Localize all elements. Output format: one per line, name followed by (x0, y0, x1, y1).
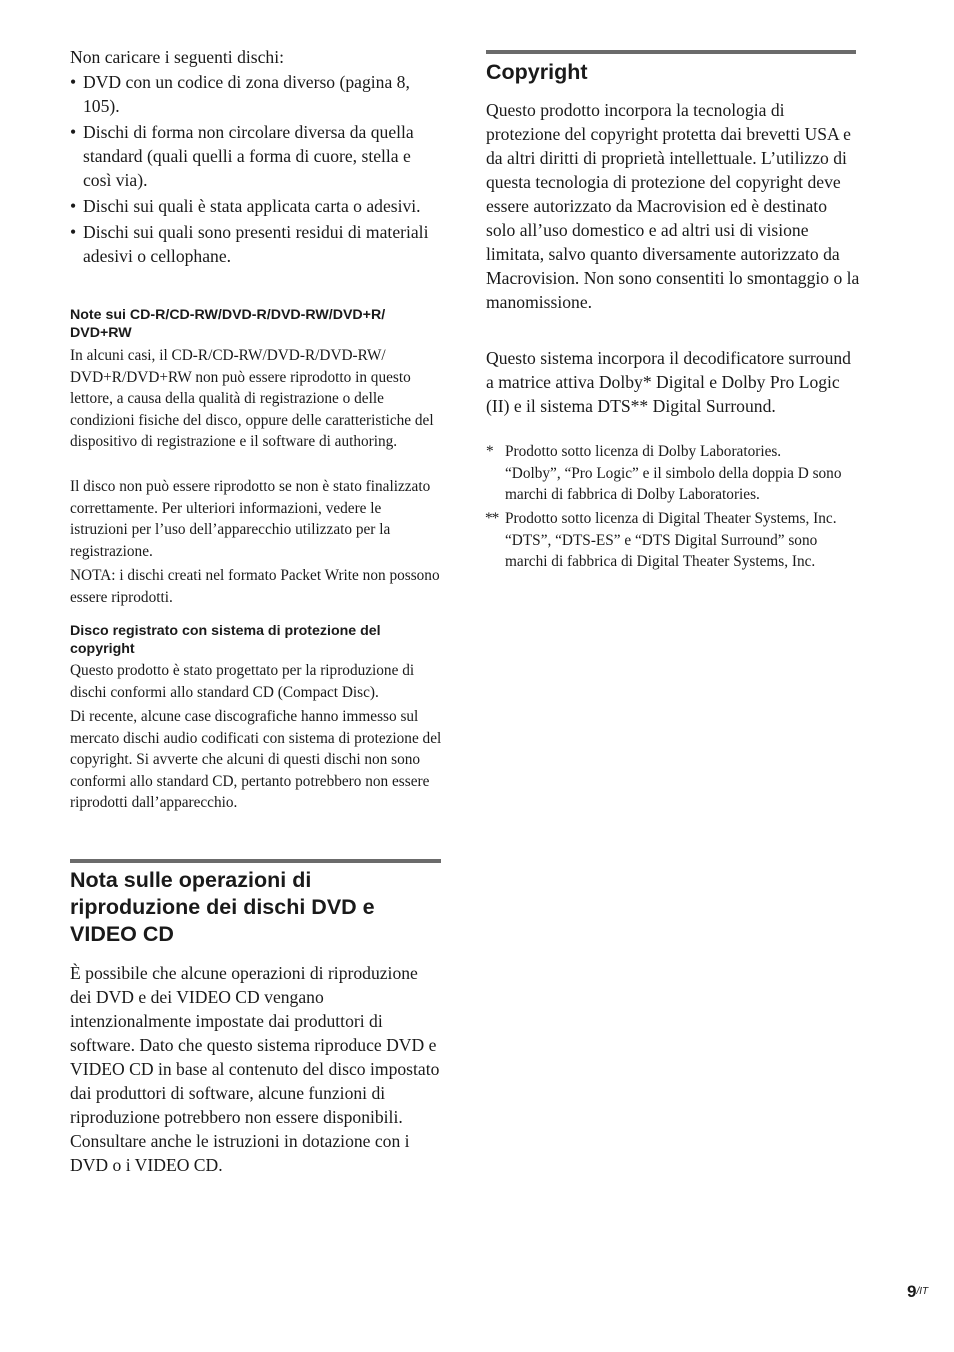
double-asterisk-mark: ** (485, 510, 499, 528)
surround-paragraph: Questo sistema incorpora il decodificatore surround a matrice attiva Dolby* Digital e Dolby Pro Logic (II) e il sistema DTS** Digital Surround. (486, 348, 851, 416)
page-number (907, 1282, 928, 1302)
disc-warning-list (70, 70, 442, 270)
footnote (486, 441, 858, 506)
bullet-icon: • (70, 222, 77, 242)
page-number-suffix: /IT (916, 1286, 929, 1297)
footnote (486, 508, 858, 573)
footnote-line: Prodotto sotto licenza di Dolby Laboratories. (505, 443, 782, 460)
list-item: • DVD con un codice di zona diverso (pagina 8, 105). (70, 72, 410, 116)
copyprot-paragraph: Questo prodotto è stato progettato per la riproduzione di dischi conformi allo standard CD (Compact Disc). (70, 662, 415, 701)
notes-heading: Note sui CD-R/CD-RW/DVD-R/DVD-RW/DVD+R/ DVD+RW (70, 307, 386, 341)
section-body: È possibile che alcune operazioni di riproduzione dei DVD e dei VIDEO CD vengano intenzionalmente impostate dai produttori di software. Dato che questo sistema riproduce DVD e VIDEO CD in base al contenuto del disco impostato dai produttori di software, alcune funzioni di riproduzione potrebbero non essere disponibili. Consultare anche le istruzioni in dotazione con i DVD o i VIDEO CD. (70, 963, 440, 1175)
footnotes (486, 441, 858, 576)
footnote-line: “DTS”, “DTS-ES” e “DTS Digital Surround” sono marchi di fabbrica di Digital Theater Systems, Inc. (505, 531, 818, 571)
copyprot-paragraph: Di recente, alcune case discografiche hanno immesso sul mercato dischi audio codificati con sistema di protezione del copyright. Si avverte che alcuni di questi dischi non sono conformi allo standard CD, pertanto potrebbero non essere riprodotti dall’apparecchio. (70, 708, 442, 812)
copyprot-heading: Disco registrato con sistema di protezione del copyright (70, 623, 381, 657)
list-item: • Dischi sui quali sono presenti residui di materiali adesivi o cellophane. (70, 222, 429, 266)
bullet-icon: • (70, 196, 77, 216)
footnote-line: Prodotto sotto licenza di Digital Theater Systems, Inc. (505, 510, 837, 528)
bullet-icon: • (70, 72, 77, 92)
notes-paragraph: Il disco non può essere riprodotto se non è stato finalizzato correttamente. Per ulteriori informazioni, vedere le istruzioni per l’uso dell’apparecchio utilizzato per la registrazione. (70, 478, 431, 560)
section-divider (486, 50, 856, 54)
copyright-title: Copyright (486, 60, 588, 84)
section-divider (70, 859, 441, 863)
copyright-paragraph: Questo prodotto incorpora la tecnologia di protezione del copyright protetta dai brevetti USA e da altri diritti di proprietà intellettuale. L’utilizzo di questa tecnologia di protezione del copyright deve essere autorizzato da Macrovision ed è destinato solo all’uso domestico e ad altri usi di visione limitata, salvo quanto diversamente autorizzato da Macrovision. Non sono consentiti lo smontaggio o la manomissione. (486, 100, 860, 312)
intro-text: Non caricare i seguenti dischi: (70, 47, 284, 67)
notes-paragraph: NOTA: i dischi creati nel formato Packet Write non possono essere riprodotti. (70, 567, 440, 606)
footnote-line: “Dolby”, “Pro Logic” e il simbolo della doppia D sono marchi di fabbrica di Dolby Laboratories. (505, 464, 842, 504)
asterisk-mark: * (486, 443, 494, 460)
list-item: • Dischi sui quali è stata applicata carta o adesivi. (70, 196, 421, 216)
bullet-icon: • (70, 122, 77, 142)
notes-paragraph: In alcuni casi, il CD-R/CD-RW/DVD-R/DVD-RW/ DVD+R/DVD+RW non può essere riprodotto in questo lettore, a causa della qualità di registrazione o delle condizioni fisiche del disco, oppure delle caratteristiche del dispositivo di registrazione e il software di authoring. (70, 347, 434, 451)
list-item: • Dischi di forma non circolare diversa da quella standard (quali quelli a forma di cuore, stella e così via). (70, 122, 414, 190)
page-number-value: 9 (907, 1282, 917, 1301)
section-title: Nota sulle operazioni di riproduzione dei dischi DVD e VIDEO CD (70, 868, 375, 946)
